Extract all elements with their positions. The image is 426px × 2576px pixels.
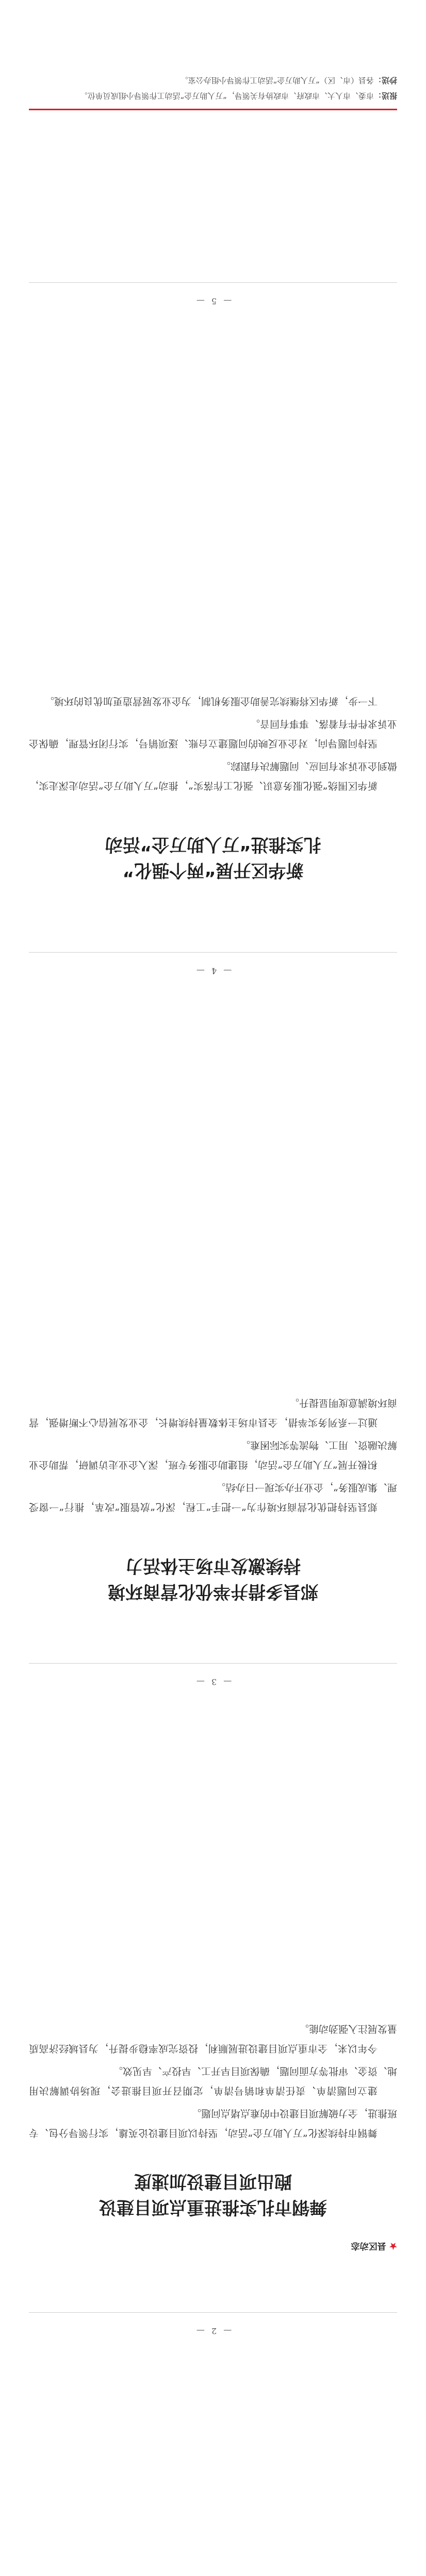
paragraph: 下一步，新华区将继续完善助企服务机制，为企业发展营造更加优良的环境。 bbox=[44, 696, 378, 707]
page-divider bbox=[29, 282, 397, 283]
send-to-label: 报送： bbox=[373, 91, 397, 100]
send-to-text: 市委、市人大、市政府、市政协有关领导，“万人助万企”活动工作领导小组成员单位。 bbox=[79, 91, 374, 100]
paragraph: 坚持问题导向，对企业反映的问题建立台账、逐项销号，实行闭环管理，确保企业诉求件件有着落、事事有回音。 bbox=[29, 718, 397, 749]
headline-line-1: 新华区开展“两个强化” bbox=[122, 860, 304, 880]
page-divider bbox=[29, 952, 397, 953]
page-number: — 2 — bbox=[194, 2326, 232, 2336]
headline-line-2: 持续激发市场主体活力 bbox=[125, 1555, 301, 1576]
send-to-line bbox=[29, 88, 397, 104]
paragraph: 建立问题清单、责任清单和销号清单，定期召开项目推进会，现场协调解决用地、资金、审批等方面问题，确保项目早开工、早投产、早见效。 bbox=[29, 2065, 397, 2096]
section-tag-county: ★ 县区动态 bbox=[29, 2241, 397, 2253]
headline-line-2: 跑出项目建设加速度 bbox=[134, 2171, 292, 2192]
paragraph: 通过一系列务实举措，全县市场主体数量持续增长，企业发展信心不断增强，营商环境满意度明显提升。 bbox=[29, 1397, 397, 1428]
headline-line-1: 郏县多措并举优化营商环境 bbox=[108, 1581, 318, 1602]
copy-to-line bbox=[29, 73, 397, 88]
page-number: — 4 — bbox=[194, 966, 232, 976]
article-4 bbox=[29, 1390, 397, 1604]
page-divider bbox=[29, 1663, 397, 1664]
copy-to-text: 各县（市、区）“万人助万企”活动工作领导小组办公室。 bbox=[180, 76, 374, 85]
article-5 bbox=[29, 688, 397, 883]
paragraph: 舞钢市持续深化“万人助万企”活动，坚持以项目建设论英雄，实行领导分包、专班推进，全力破解项目建设中的难点堵点问题。 bbox=[29, 2108, 397, 2139]
paragraph: 新华区围绕“强化服务意识、强化工作落实”，推动“万人助万企”活动走深走实，做到企业诉求有回应、问题解决有跟踪。 bbox=[29, 760, 397, 791]
headline-line-1: 舞钢市扎实推进重点项目建设 bbox=[99, 2197, 327, 2217]
headline-line-2: 扎实推进“万人助万企”活动 bbox=[105, 834, 321, 855]
paragraph: 积极开展“万人助万企”活动，组建助企服务专班，深入企业走访调研，帮助企业解决融资、用工、物流等实际困难。 bbox=[29, 1439, 397, 1470]
paragraph: 今年以来，全市重点项目建设进展顺利，投资完成率稳步提升，为县域经济高质量发展注入强劲动能。 bbox=[29, 2023, 397, 2054]
article-3 bbox=[29, 2016, 397, 2253]
copy-to-label: 抄送： bbox=[373, 76, 397, 85]
page-number: — 3 — bbox=[194, 1677, 232, 1687]
distribution-footer bbox=[29, 73, 397, 110]
page-number: — 5 — bbox=[194, 296, 232, 306]
page-divider bbox=[29, 2312, 397, 2313]
paragraph: 郏县坚持把优化营商环境作为“一把手”工程，深化“放管服”改革，推行“一窗受理、集成服务”，企业开办实现一日办结。 bbox=[29, 1482, 397, 1513]
